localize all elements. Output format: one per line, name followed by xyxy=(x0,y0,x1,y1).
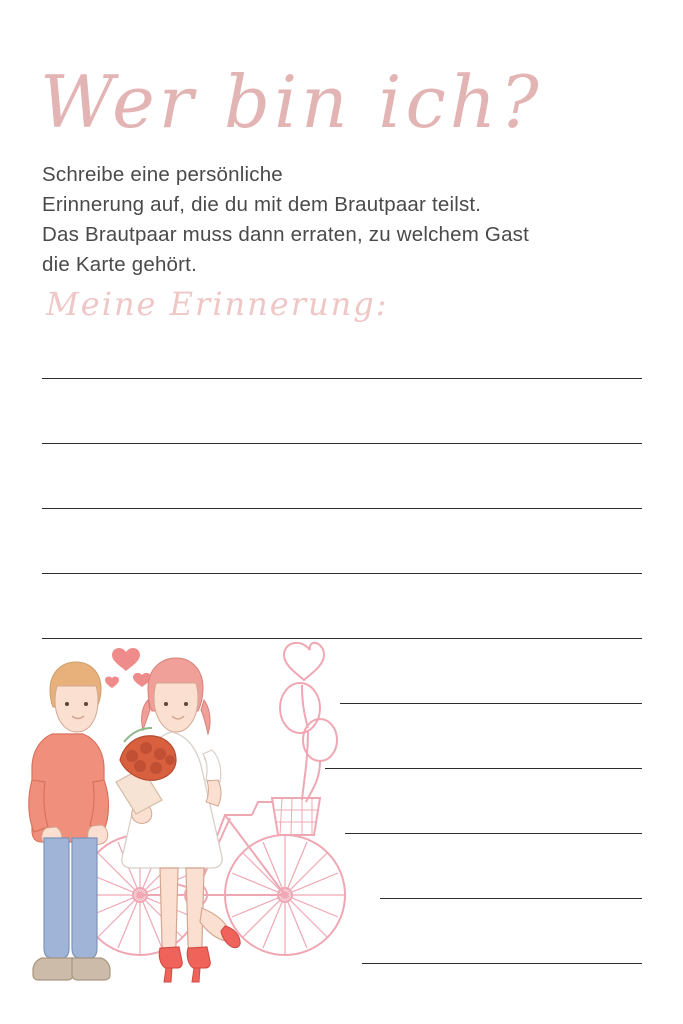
write-line-7 xyxy=(325,768,642,769)
intro-line-2: Erinnerung auf, die du mit dem Brautpaar teilst. xyxy=(42,193,482,216)
couple-with-bicycle-illustration xyxy=(20,630,360,1010)
write-line-2 xyxy=(42,443,642,444)
write-line-3 xyxy=(42,508,642,509)
intro-paragraph xyxy=(42,160,642,280)
write-line-8 xyxy=(345,833,642,834)
write-line-4 xyxy=(42,573,642,574)
page-title: Wer bin ich? xyxy=(40,60,543,144)
section-subheading: Meine Erinnerung: xyxy=(46,285,389,323)
write-line-10 xyxy=(362,963,642,964)
intro-line-4: die Karte gehört. xyxy=(42,253,197,276)
intro-line-3: Das Brautpaar muss dann erraten, zu welchem Gast xyxy=(42,223,530,246)
write-line-9 xyxy=(380,898,642,899)
write-line-1 xyxy=(42,378,642,379)
intro-line-1: Schreibe eine persönliche xyxy=(42,163,283,186)
write-line-6 xyxy=(340,703,642,704)
